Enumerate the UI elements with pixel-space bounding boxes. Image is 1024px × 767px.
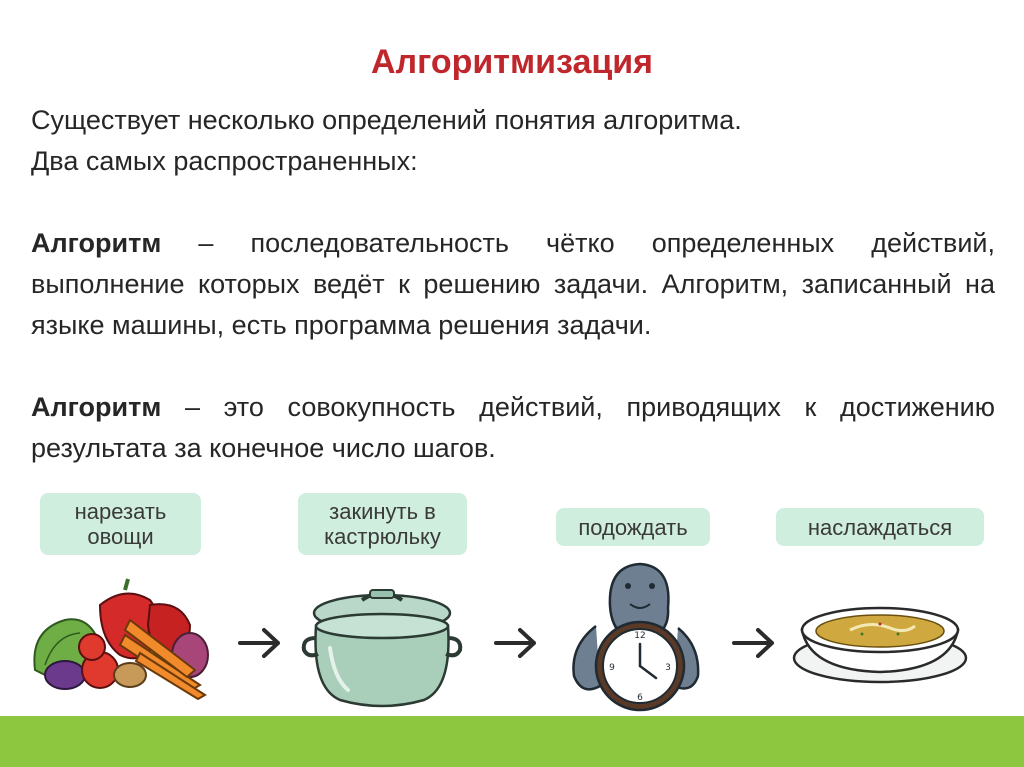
arrow-right-icon: [236, 626, 284, 660]
definition-1-term: Алгоритм: [31, 228, 162, 258]
step-1-line-2: овощи: [87, 524, 154, 549]
definition-2-term: Алгоритм: [31, 392, 162, 422]
definition-2-text: – это совокупность действий, приводящих к достижению результата за конечное число шагов.: [31, 392, 995, 463]
step-1-line-1: нарезать: [74, 499, 167, 524]
definition-1-text: – последовательность чётко определенных действий, выполнение которых ведёт к решению задачи. Алгоритм, записанный на языке машины, есть программа решения задачи.: [31, 228, 995, 340]
step-label-cut: [40, 493, 201, 555]
svg-text:6: 6: [637, 693, 643, 703]
step-2-line-1: закинуть в: [329, 499, 436, 524]
step-label-pot: [298, 493, 467, 555]
body-text: [31, 100, 995, 469]
svg-text:9: 9: [609, 663, 615, 673]
definition-1: [31, 223, 995, 346]
arrow-right-icon: [730, 626, 778, 660]
definition-2: [31, 387, 995, 469]
step-2-line-2: кастрюльку: [324, 524, 441, 549]
vegetables-icon: [30, 575, 215, 700]
intro-line-2: Два самых распространенных:: [31, 146, 418, 176]
manatee-clock-icon: [560, 556, 710, 714]
step-4-line-1: наслаждаться: [807, 514, 953, 540]
intro-line-1: Существует несколько определений понятия алгоритма.: [31, 105, 742, 135]
step-label-enjoy: [776, 508, 984, 546]
step-3-line-1: подождать: [578, 514, 688, 540]
footer-bar: [0, 716, 1024, 767]
pot-icon: [300, 578, 465, 713]
soup-bowl-icon: [790, 590, 970, 690]
page-title: Алгоритмизация: [370, 43, 653, 81]
arrow-right-icon: [492, 626, 540, 660]
svg-text:3: 3: [665, 663, 671, 673]
step-label-wait: [556, 508, 710, 546]
svg-text:12: 12: [634, 631, 646, 641]
